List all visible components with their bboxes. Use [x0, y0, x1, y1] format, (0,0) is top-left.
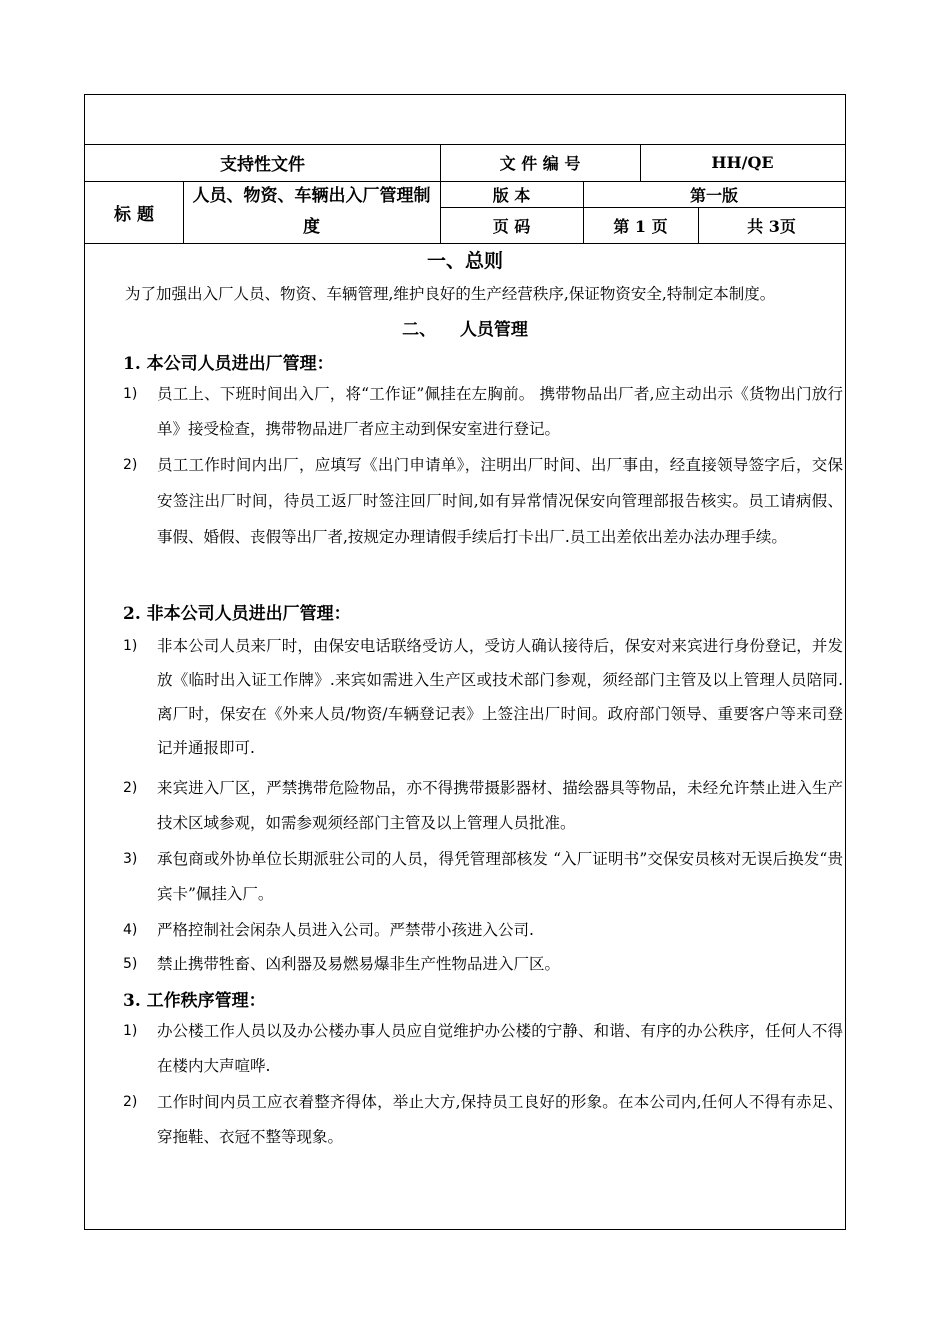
item-text: 非本公司人员来厂时，由保安电话联络受访人，受访人确认接待后，保安对来宾进行身份登记，并发放《临时出入证工作牌》.来宾如需进入生产区或技术部门参观，须经部门主管及以上管理人员陪同.离厂时，保安在《外来人员/物资/车辆登记表》上签注出厂时间。政府部门领导、重要客户等来司登记并通报即可.: [157, 637, 843, 757]
item-number: 1): [123, 638, 138, 654]
rule-line: [85, 243, 845, 244]
item-number: 5): [123, 956, 138, 972]
item-number: 3): [123, 851, 138, 867]
title-label: 标 题: [114, 204, 154, 225]
version-label: 版 本: [492, 185, 531, 205]
item-number: 4): [123, 922, 138, 938]
subsection-heading: 1. 本公司人员进出厂管理：: [123, 354, 334, 374]
section-2-heading: 二、 人员管理: [402, 320, 528, 340]
item-text: 严格控制社会闲杂人员进入公司。严禁带小孩进入公司.: [157, 921, 534, 939]
doc-number-value: HH/QE: [711, 153, 774, 172]
subsection-heading: 2. 非本公司人员进出厂管理：: [123, 604, 351, 624]
item-number: 2): [123, 457, 138, 473]
item-number: 2): [123, 1094, 138, 1110]
page-number: 第 1 页: [613, 216, 668, 236]
item-text: 来宾进入厂区，严禁携带危险物品，亦不得携带摄影器材、描绘器具等物品，未经允许禁止进入生产技术区域参观，如需参观须经部门主管及以上管理人员批准。: [157, 779, 843, 832]
supporting-doc-label: 支持性文件: [220, 155, 305, 175]
item-text: 承包商或外协单位长期派驻公司的人员，得凭管理部核发 “入厂证明书”交保安员核对无误后换发“贵宾卡”佩挂入厂。: [157, 850, 843, 903]
document-title: 人员、物资、车辆出入厂管理制度: [192, 186, 431, 237]
page-label: 页 码: [492, 216, 531, 236]
document-frame: [84, 94, 846, 1230]
item-text: 员工上、下班时间出入厂，将“工作证”佩挂在左胸前。 携带物品出厂者,应主动出示《货物出门放行单》接受检查，携带物品进厂者应主动到保安室进行登记。: [157, 385, 843, 438]
item-number: 2): [123, 780, 138, 796]
doc-number-label: 文 件 编 号: [499, 154, 581, 173]
section-1-text: 为了加强出入厂人员、物资、车辆管理,维护良好的生产经营秩序,保证物资安全,特制定本制度。: [125, 285, 776, 303]
subsection-heading: 3. 工作秩序管理：: [123, 991, 266, 1011]
version-value: 第一版: [689, 185, 738, 205]
item-text: 禁止携带牲畜、凶利器及易燃易爆非生产性物品进入厂区。: [157, 955, 561, 973]
item-text: 工作时间内员工应衣着整齐得体，举止大方,保持员工良好的形象。在本公司内,任何人不得有赤足、穿拖鞋、衣冠不整等现象。: [157, 1093, 843, 1146]
item-number: 1): [123, 1023, 138, 1039]
item-text: 员工工作时间内出厂，应填写《出门申请单》，注明出厂时间、出厂事由，经直接领导签字后，交保安签注出厂时间，待员工返厂时签注回厂时间,如有异常情况保安向管理部报告核实。员工请病假、事假、婚假、丧假等出厂者,按规定办理请假手续后打卡出厂.员工出差依出差办法办理手续。: [157, 456, 843, 546]
item-text: 办公楼工作人员以及办公楼办事人员应自觉维护办公楼的宁静、和谐、有序的办公秩序，任何人不得在楼内大声喧哗.: [157, 1022, 843, 1075]
section-1-heading: 一、总则: [426, 250, 503, 272]
item-number: 1): [123, 386, 138, 402]
total-pages: 共 3页: [747, 216, 796, 236]
